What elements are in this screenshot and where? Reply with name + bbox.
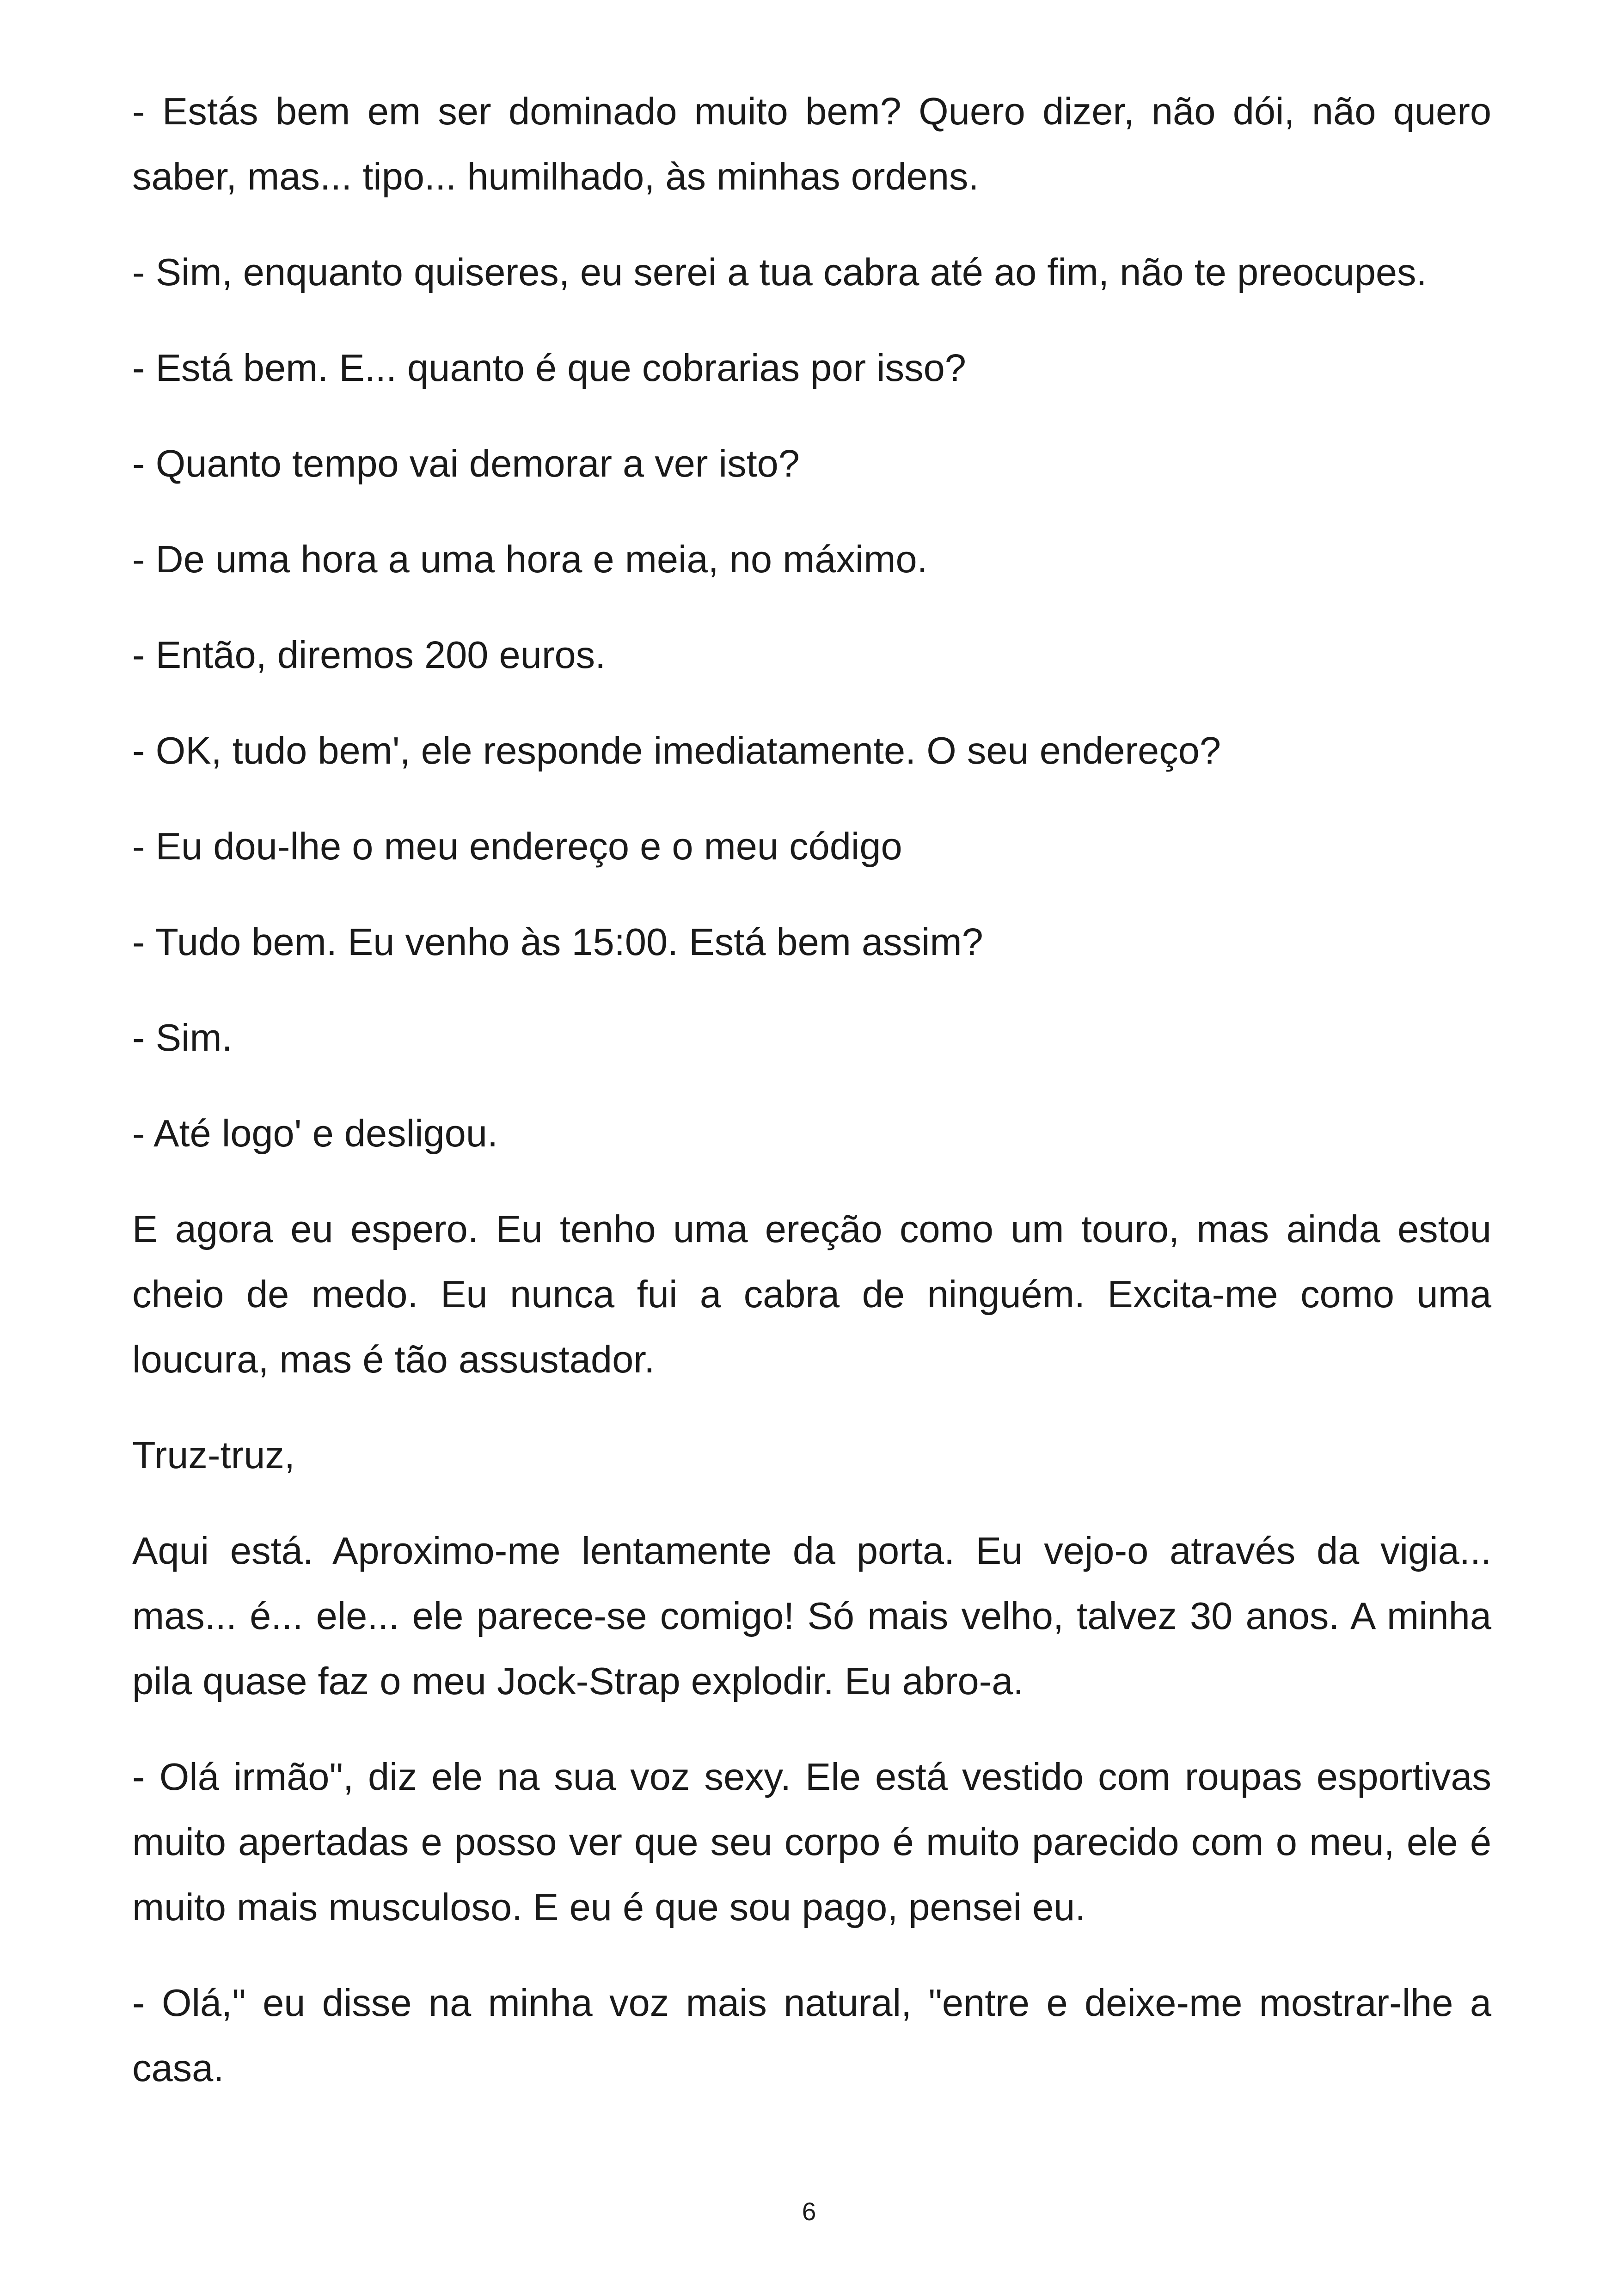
paragraph: - Sim. [132, 1016, 233, 1059]
paragraph: E agora eu espero. Eu tenho uma ereção como um touro, mas ainda estou cheio de medo. Eu nunca fui a cabra de ninguém. Excita-me como uma loucura, mas é tão assustador. [132, 1207, 1491, 1381]
paragraph: Truz-truz, [132, 1433, 295, 1476]
paragraph: - Está bem. E... quanto é que cobrarias por isso? [132, 346, 966, 389]
paragraph: - De uma hora a uma hora e meia, no máximo. [132, 538, 928, 581]
paragraph: - Então, diremos 200 euros. [132, 633, 606, 676]
paragraph: - Olá," eu disse na minha voz mais natural, "entre e deixe-me mostrar-lhe a casa. [132, 1981, 1491, 2089]
paragraph: Aqui está. Aproximo-me lentamente da porta. Eu vejo-o através da vigia... mas... é... ele... ele parece-se comigo! Só mais velho, talvez 30 anos. A minha pila quase faz o meu Jock-Strap explodir. Eu abro-a. [132, 1529, 1491, 1702]
paragraph: - OK, tudo bem', ele responde imediatamente. O seu endereço? [132, 729, 1221, 772]
paragraph: - Quanto tempo vai demorar a ver isto? [132, 442, 800, 485]
paragraph: - Eu dou-lhe o meu endereço e o meu código [132, 825, 902, 868]
paragraph: - Tudo bem. Eu venho às 15:00. Está bem assim? [132, 920, 983, 963]
body-text [132, 79, 1491, 2131]
paragraph: - Estás bem em ser dominado muito bem? Quero dizer, não dói, não quero saber, mas... tipo... humilhado, às minhas ordens. [132, 90, 1491, 198]
paragraph: - Até logo' e desligou. [132, 1112, 498, 1155]
paragraph: - Sim, enquanto quiseres, eu serei a tua cabra até ao fim, não te preocupes. [132, 251, 1427, 294]
page-number: 6 [802, 2197, 816, 2226]
paragraph: - Olá irmão", diz ele na sua voz sexy. Ele está vestido com roupas esportivas muito apertadas e posso ver que seu corpo é muito parecido com o meu, ele é muito mais musculoso. E eu é que sou pago, pensei eu. [132, 1755, 1491, 1929]
